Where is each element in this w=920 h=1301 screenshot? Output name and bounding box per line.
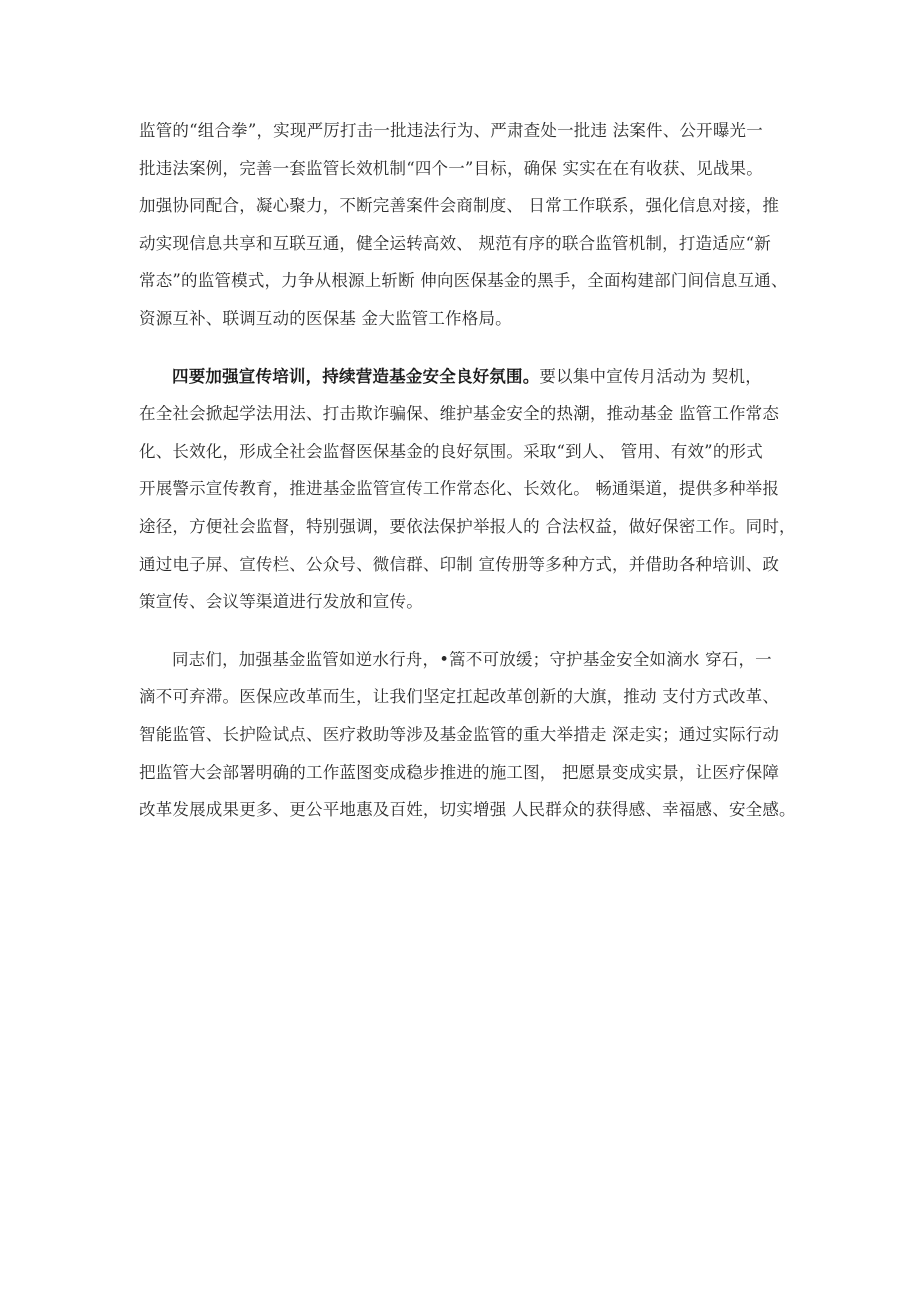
paragraph-line: 批违法案例，完善一套监管长效机制“四个一”目标，确保 实实在在有收获、见战果。 xyxy=(139,158,763,178)
document-page xyxy=(139,112,799,829)
paragraph-line: 途径，方便社会监督，特别强调，要依法保护举报人的 合法权益，做好保密工作。同时， xyxy=(139,516,796,536)
paragraph-line: 智能监管、长护险试点、医疗救助等涉及基金监管的重大举措走 深走实；通过实际行动 xyxy=(139,724,780,744)
paragraph-1 xyxy=(139,112,799,338)
paragraph-line: 资源互补、联调互动的医保基 金大监管工作格局。 xyxy=(139,308,512,328)
paragraph-3 xyxy=(139,641,799,829)
paragraph-first-line xyxy=(139,358,799,396)
paragraph-line: 通过电子屏、宣传栏、公众号、微信群、印制 宣传册等多种方式，并借助各种培训、政 xyxy=(139,554,780,574)
paragraph-line: 在全社会掀起学法用法、打击欺诈骗保、维护基金安全的热潮，推动基金 监管工作常态 xyxy=(139,404,780,424)
paragraph-2 xyxy=(139,358,799,621)
paragraph-line: 动实现信息共享和互联互通，健全运转高效、 规范有序的联合监管机制，打造适应“新 xyxy=(139,233,771,253)
paragraph-spacer xyxy=(139,338,799,358)
paragraph-line: 化、长效化，形成全社会监督医保基金的良好氛围。采取“到人、 管用、有效”的形式 xyxy=(139,441,763,461)
paragraph-line: 开展警示宣传教育，推进基金监管宣传工作常态化、长效化。 畅通渠道，提供多种举报 xyxy=(139,479,780,499)
paragraph-line: 滴不可弃滞。医保应改革而生，让我们坚定扛起改革创新的大旗，推动 支付方式改革、 xyxy=(139,687,780,707)
paragraph-line: 改革发展成果更多、更公平地惠及百姓，切实增强 人民群众的获得感、幸福感、安全感。 xyxy=(139,800,796,820)
paragraph-line: 把监管大会部署明确的工作蓝图变成稳步推进的施工图， 把愿景变成实景，让医疗保障 xyxy=(139,762,780,782)
paragraph-line: 常态”的监管模式，力争从根源上斩断 伸向医保基金的黑手，全面构建部门间信息互通、 xyxy=(139,271,788,291)
paragraph-line: 加强协同配合，凝心聚力，不断完善案件会商制度、 日常工作联系，强化信息对接，推 xyxy=(139,196,780,216)
paragraph-first-line: 同志们，加强基金监管如逆水行舟，•篙不可放缓；守护基金安全如滴水 穿石，一 xyxy=(172,649,772,669)
paragraph-spacer xyxy=(139,621,799,641)
section-heading: 四要加强宣传培训，持续营造基金安全良好氛围。 xyxy=(172,366,540,386)
heading-continuation: 要以集中宣传月活动为 契机， xyxy=(539,366,762,386)
paragraph-line: 监管的“组合拳”，实现严厉打击一批违法行为、严肃查处一批违 法案件、公开曝光一 xyxy=(139,121,763,140)
paragraph-line: 策宣传、会议等渠道进行发放和宣传。 xyxy=(139,592,423,612)
